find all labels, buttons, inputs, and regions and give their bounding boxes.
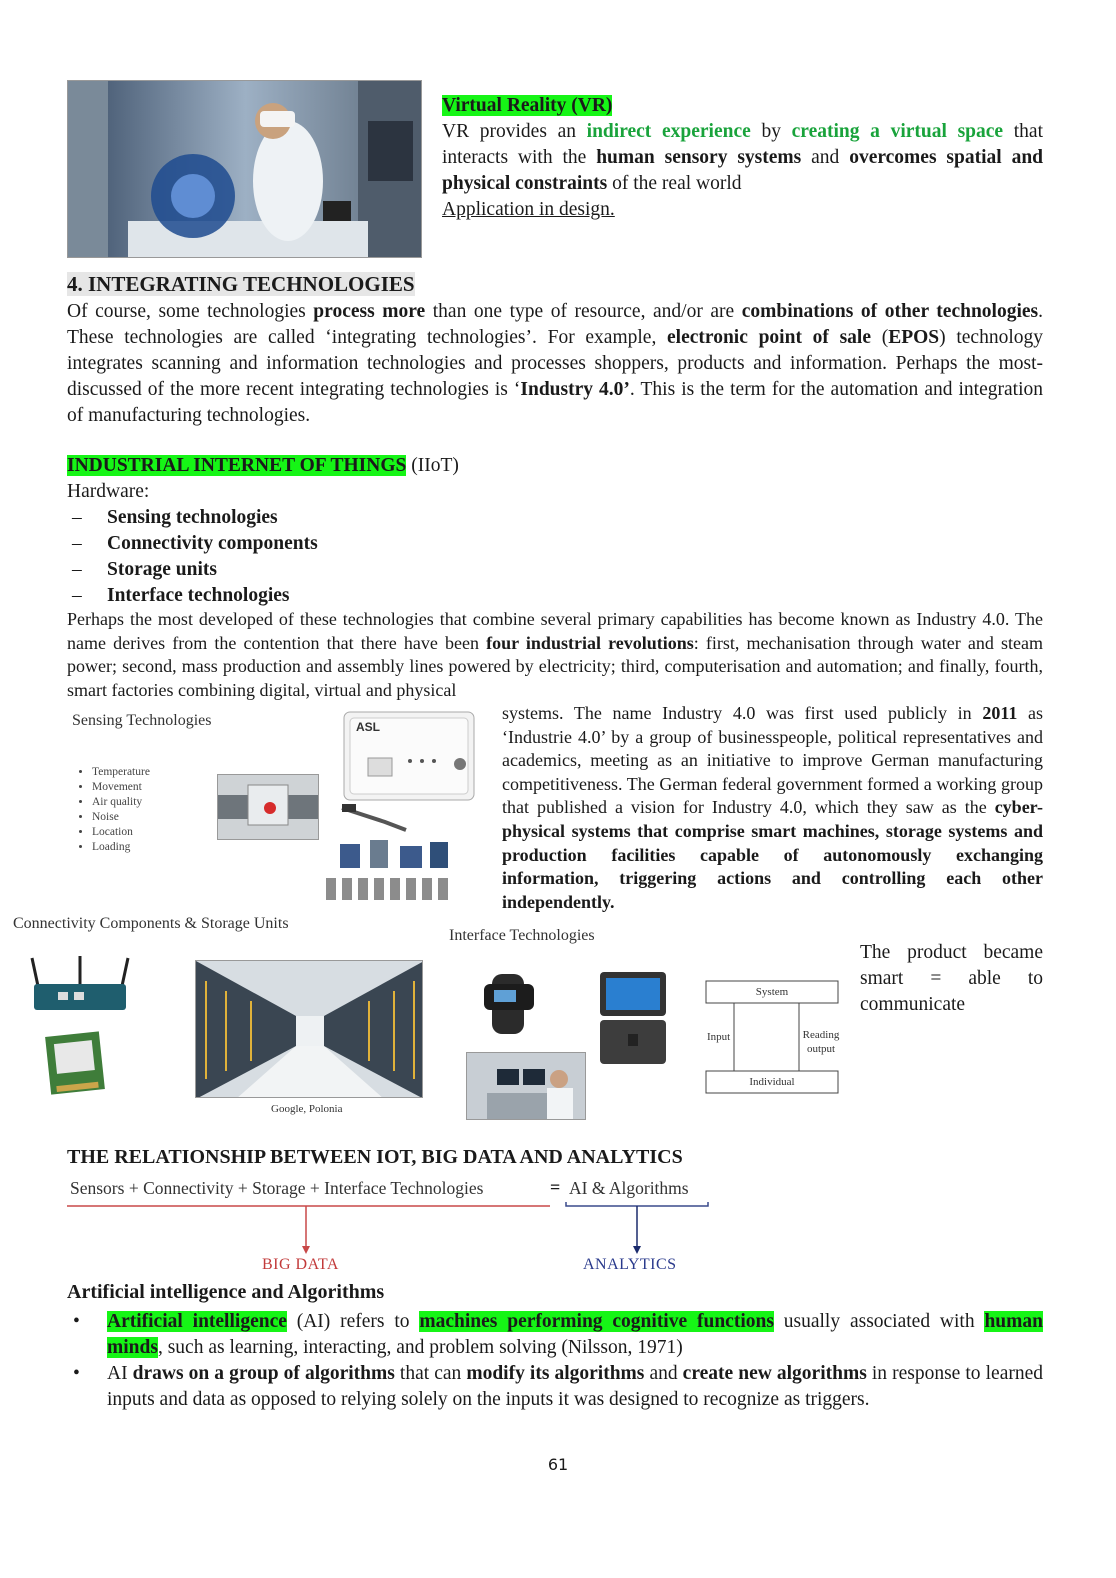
list-item: – Sensing technologies (67, 505, 467, 531)
list-item: • Noise (92, 810, 150, 825)
ai-heading: Artificial intelligence and Algorithms (67, 1281, 385, 1303)
integrating-paragraph: Of course, some technologies process more than one type of resource, and/or are combinations of other technologies. These technologies are called ‘integrating technologies’. For example, electronic point of sale (EPOS) technology integrates scanning and information technologies and processes shoppers, products and information. Perhaps the most-discussed of the more recent integrating technologies is ‘Industry 4.0’. This is the term for the automation and integration of manufacturing technologies. (67, 301, 1044, 426)
list-item: • Artificial intelligence (AI) refers to machines performing cognitive functions usually associated with human minds, such as learning, interacting, and problem solving (Nilsson, 1971) (67, 1309, 1043, 1361)
diagram-reading-label: Reading output (802, 1029, 840, 1055)
wrist-device-image (478, 972, 540, 1036)
equation-left: Sensors + Connectivity + Storage + Interface Technologies (70, 1178, 484, 1198)
list-item: • Location (92, 825, 150, 840)
sensor-device-image (340, 706, 480, 806)
analytics-label: ANALYTICS (583, 1256, 677, 1273)
list-item: – Connectivity components (67, 531, 467, 557)
vr-text: VR provides an indirect experience by creating a virtual space that interacts with the human sensory systems and overcomes spatial and physical constraints of the real world (442, 121, 1044, 194)
diagram-individual-label: Individual (749, 1076, 795, 1088)
interface-title: Interface Technologies (449, 927, 595, 944)
connectivity-title: Connectivity Components & Storage Units (13, 915, 289, 932)
router-image (30, 954, 130, 1014)
sensing-list (74, 765, 150, 855)
sensing-title: Sensing Technologies (72, 712, 212, 729)
hardware-list (67, 505, 467, 609)
vr-section (442, 93, 1043, 223)
vr-heading: Virtual Reality (VR) (442, 95, 613, 116)
sensors-assortment-image (320, 838, 470, 906)
vr-photo (67, 80, 422, 258)
hardware-label: Hardware: (67, 481, 150, 502)
list-item: – Storage units (67, 557, 467, 583)
smart-product-note: The product became smart = able to communicate (860, 942, 1043, 1015)
list-item: • Loading (92, 840, 150, 855)
big-data-label: BIG DATA (262, 1256, 339, 1273)
list-item: • Movement (92, 780, 150, 795)
diagram-input-label: Input (707, 1031, 731, 1043)
relationship-arrows (60, 1200, 720, 1260)
rugged-tablet-image (598, 970, 668, 1066)
wifi-card-image (44, 1030, 106, 1098)
operator-photo (466, 1052, 586, 1120)
vr-application-link[interactable]: Application in design. (442, 199, 615, 220)
equation-equals: = (550, 1177, 561, 1197)
list-item: • Temperature (92, 765, 150, 780)
list-item: – Interface technologies (67, 583, 467, 609)
probe-image (340, 800, 410, 836)
industry40-paragraph: Perhaps the most developed of these technologies that combine several primary capabilities has become known as Industry 4.0. The name derives from the contention that there have been four industrial revolutions: first, mechanisation through water and steam power; second, mass production and assembly lines powered by electricity; third, computerisation and automation; and finally, fourth, smart factories combining digital, virtual and physical (67, 609, 1044, 700)
equation-right: AI & Algorithms (569, 1178, 689, 1198)
list-item: • AI draws on a group of algorithms that can modify its algorithms and create new algorithms in response to learned inputs and data as opposed to relying solely on the inputs it was designed to recognize as triggers. (67, 1361, 1043, 1413)
sensor-conveyor-image (217, 774, 319, 840)
datacenter-image (195, 960, 423, 1098)
ai-bullets (67, 1309, 1043, 1413)
diagram-system-label: System (755, 986, 789, 998)
page-number: 61 (547, 1455, 569, 1474)
industry40-paragraph-cont: systems. The name Industry 4.0 was first used publicly in 2011 as ‘Industrie 4.0’ by a group of businesspeople, political representatives and academics, meeting as an initiative to improve German manufacturing competitiveness. The German federal government formed a working group that published a vision for Industry 4.0, which they saw as the cyber-physical systems that comprise smart machines, storage systems and production facilities capable of autonomously exchanging information, triggering actions and controlling each other independently. (502, 703, 1043, 912)
iiot-heading: INDUSTRIAL INTERNET OF THINGS (IIoT) (67, 455, 459, 476)
google-caption: Google, Polonia (271, 1103, 343, 1115)
relationship-heading: THE RELATIONSHIP BETWEEN IOT, BIG DATA AND ANALYTICS (67, 1146, 683, 1168)
asl-logo: ASL (356, 720, 380, 734)
list-item: • Air quality (92, 795, 150, 810)
integrating-heading: 4. INTEGRATING TECHNOLOGIES (67, 272, 415, 296)
system-diagram (704, 978, 844, 1098)
